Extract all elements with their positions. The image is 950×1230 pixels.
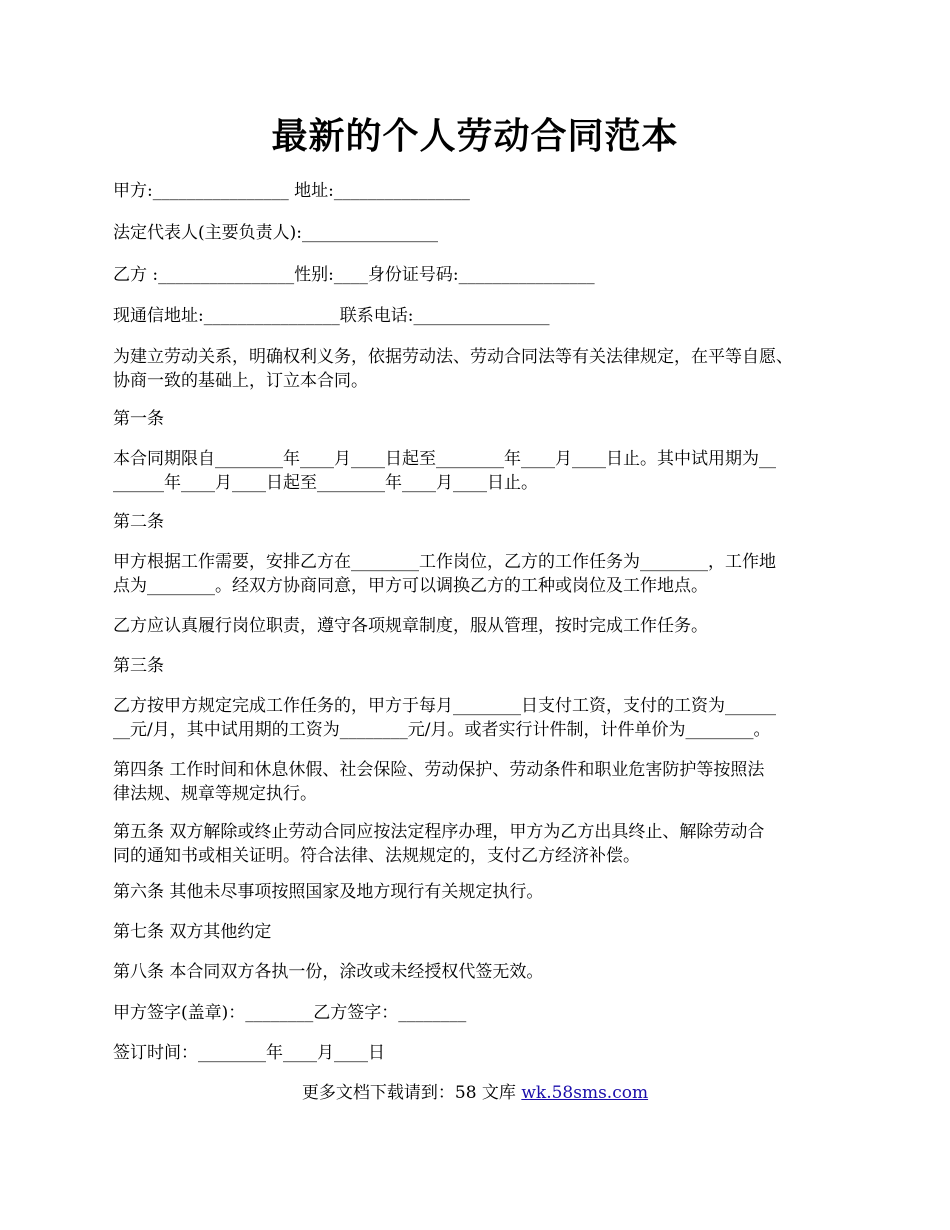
article-5-paragraph: [113, 820, 843, 868]
footer-text: 更多文档下载请到：58 文库: [301, 1083, 522, 1103]
article-1-heading: 第一条: [113, 409, 164, 429]
party-a-line: 甲方:________________ 地址:________________: [113, 181, 470, 201]
article-4-line-1: 第四条 工作时间和休息休假、社会保险、劳动保护、劳动条件和职业危害防护等按照法: [113, 760, 765, 780]
article-2-heading: 第二条: [113, 512, 164, 532]
article-2-line-2: 点为________。经双方协商同意，甲方可以调换乙方的工种或岗位及工作地点。: [113, 576, 708, 596]
article-1-line-1: 本合同期限自________年____月____日起至________年____月____日止。其中试用期为__: [113, 449, 776, 469]
article-1-line-2: ______年____月____日起至________年____月____日止。: [113, 473, 538, 493]
article-2-paragraph: [113, 550, 843, 598]
intro-line-1: 为建立劳动关系，明确权利义务，依据劳动法、劳动合同法等有关法律规定，在平等自愿、: [113, 347, 793, 367]
article-1-paragraph: [113, 447, 843, 495]
footer-link[interactable]: wk.58sms.com: [521, 1083, 649, 1103]
article-3-paragraph: [113, 694, 843, 742]
article-3-line-2: __元/月，其中试用期的工资为________元/月。或者实行计件制，计件单价为________。: [113, 720, 771, 740]
intro-paragraph: [113, 345, 843, 393]
document-title: 最新的个人劳动合同范本: [271, 115, 679, 157]
article-5-line-2: 同的通知书或相关证明。符合法律、法规规定的，支付乙方经济补偿。: [113, 846, 640, 866]
article-4-paragraph: [113, 758, 843, 806]
article-2-duties: 乙方应认真履行岗位职责，遵守各项规章制度，服从管理，按时完成工作任务。: [113, 616, 708, 636]
article-8: 第八条 本合同双方各执一份，涂改或未经授权代签无效。: [113, 962, 544, 982]
article-6: 第六条 其他未尽事项按照国家及地方现行有关规定执行。: [113, 882, 544, 902]
party-b-line: 乙方 :________________性别:____身份证号码:________________: [113, 265, 595, 285]
footer: [0, 1082, 950, 1104]
article-3-heading: 第三条: [113, 656, 164, 676]
intro-line-2: 协商一致的基础上，订立本合同。: [113, 371, 368, 391]
article-5-line-1: 第五条 双方解除或终止劳动合同应按法定程序办理，甲方为乙方出具终止、解除劳动合: [113, 822, 765, 842]
signing-date-line: 签订时间：________年____月____日: [113, 1043, 385, 1063]
article-4-line-2: 律法规、规章等规定执行。: [113, 784, 317, 804]
article-3-line-1: 乙方按甲方规定完成工作任务的，甲方于每月________日支付工资，支付的工资为______: [113, 696, 776, 716]
legal-representative-line: 法定代表人(主要负责人):________________: [113, 223, 438, 243]
signature-line: 甲方签字(盖章)：________乙方签字：________: [113, 1003, 467, 1023]
article-2-line-1: 甲方根据工作需要，安排乙方在________工作岗位，乙方的工作任务为________，工作地: [113, 552, 776, 572]
address-line: 现通信地址:________________联系电话:________________: [113, 306, 550, 326]
article-7: 第七条 双方其他约定: [113, 922, 272, 942]
